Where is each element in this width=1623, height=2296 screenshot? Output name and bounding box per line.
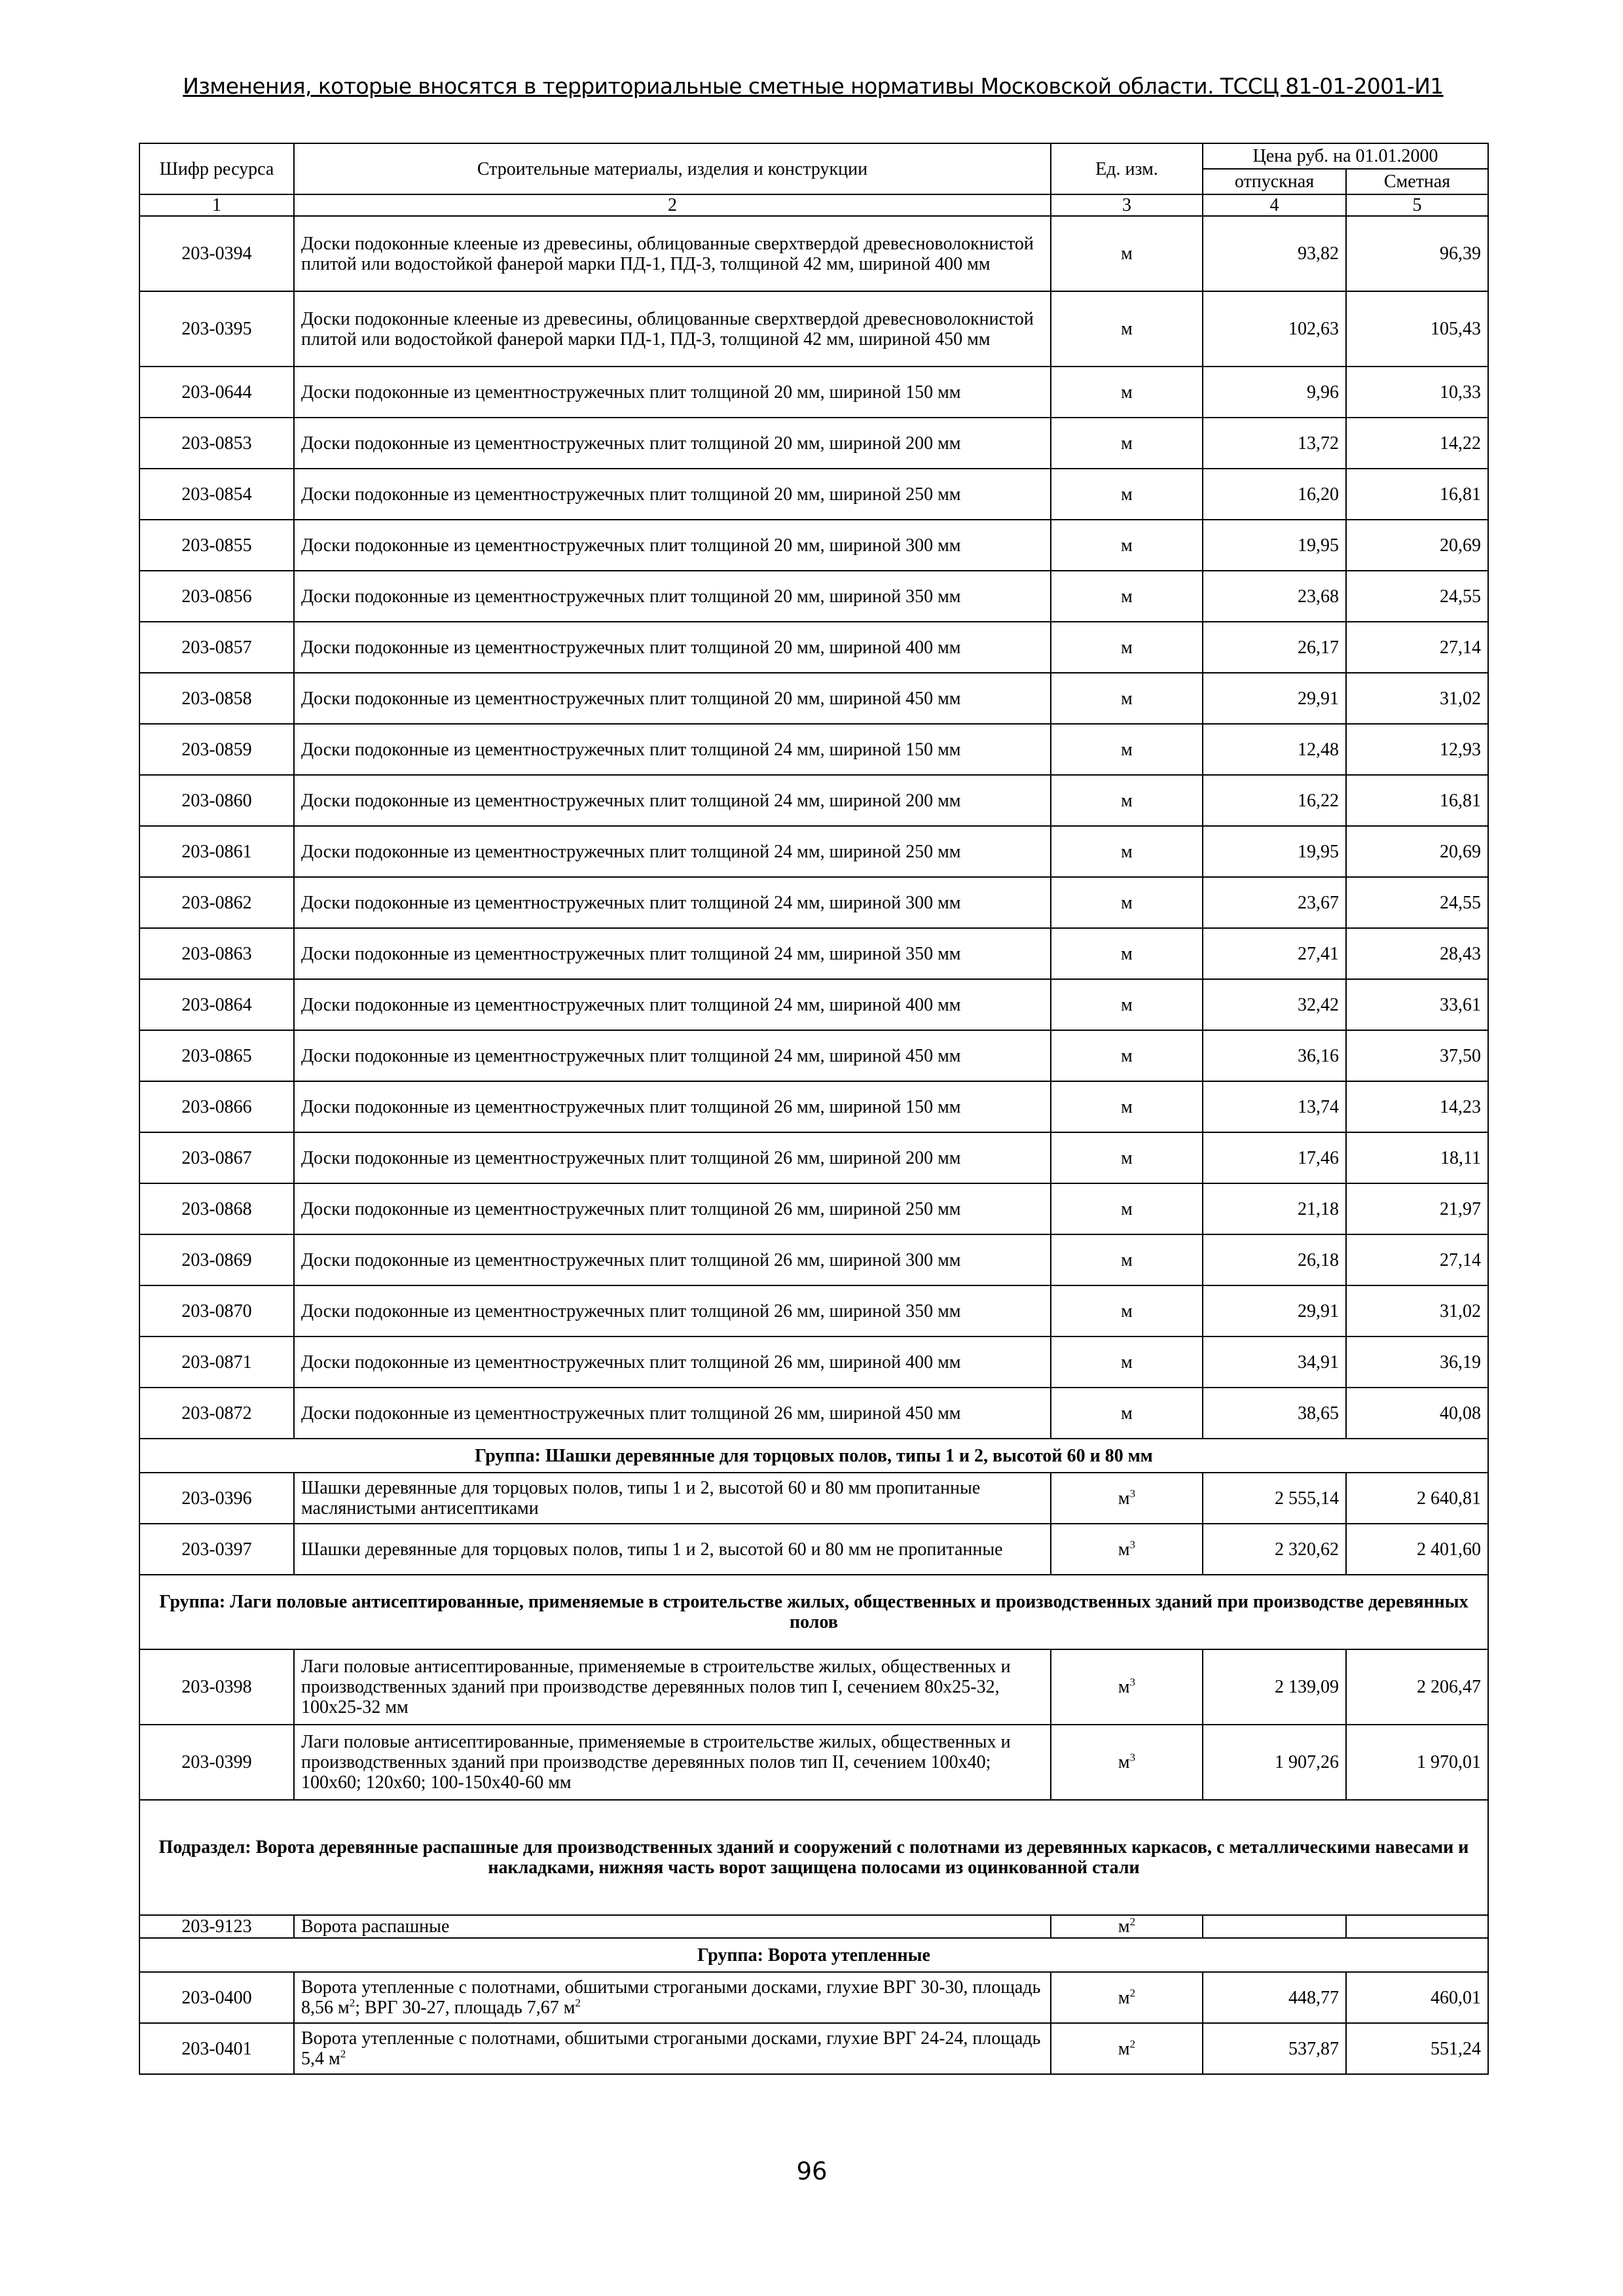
resource-name: Доски подоконные из цементностружечных плит толщиной 24 мм, шириной 200 мм	[294, 775, 1051, 826]
estimate-price: 2 401,60	[1346, 1524, 1488, 1575]
estimate-price: 14,22	[1346, 418, 1488, 469]
resource-code: 203-0866	[139, 1081, 294, 1132]
resource-code: 203-0401	[139, 2023, 294, 2074]
resource-name: Доски подоконные из цементностружечных плит толщиной 24 мм, шириной 150 мм	[294, 724, 1051, 775]
table-row	[139, 571, 1488, 622]
estimate-price: 96,39	[1346, 216, 1488, 291]
resource-name: Доски подоконные из цементностружечных плит толщиной 20 мм, шириной 150 мм	[294, 367, 1051, 418]
col-number: 5	[1346, 194, 1488, 216]
group-title-lagi: Группа: Лаги половые антисептированные, применяемые в строительстве жилых, общественных и производственных зданий при производстве деревянных полов	[139, 1575, 1488, 1649]
estimate-price: 460,01	[1346, 1972, 1488, 2023]
estimate-price: 33,61	[1346, 979, 1488, 1030]
resource-unit: м	[1051, 775, 1203, 826]
table-row	[139, 673, 1488, 724]
table-row	[139, 1285, 1488, 1336]
resource-unit: $м^2$	[1051, 1972, 1203, 2023]
resource-code: 203-0854	[139, 469, 294, 520]
estimate-price: 40,08	[1346, 1388, 1488, 1439]
resource-unit: м	[1051, 469, 1203, 520]
resource-unit: м	[1051, 673, 1203, 724]
release-price: 26,17	[1203, 622, 1346, 673]
estimate-price: 24,55	[1346, 877, 1488, 928]
col-header-unit: Ед. изм.	[1051, 143, 1203, 194]
estimate-price: 16,81	[1346, 469, 1488, 520]
resource-name: Доски подоконные из цементностружечных плит толщиной 24 мм, шириной 400 мм	[294, 979, 1051, 1030]
resource-name: Доски подоконные из цементностружечных плит толщиной 26 мм, шириной 200 мм	[294, 1132, 1051, 1183]
resource-name: Доски подоконные из цементностружечных плит толщиной 20 мм, шириной 300 мм	[294, 520, 1051, 571]
resource-unit: м	[1051, 1132, 1203, 1183]
table-row	[139, 877, 1488, 928]
resource-unit: м	[1051, 520, 1203, 571]
resource-name: Доски подоконные из цементностружечных плит толщиной 24 мм, шириной 250 мм	[294, 826, 1051, 877]
resource-name: Доски подоконные из цементностружечных плит толщиной 26 мм, шириной 400 мм	[294, 1336, 1051, 1388]
estimate-price: 1 970,01	[1346, 1725, 1488, 1800]
resource-name: Доски подоконные из цементностружечных плит толщиной 26 мм, шириной 250 мм	[294, 1183, 1051, 1234]
table-row	[139, 1030, 1488, 1081]
resource-unit: м	[1051, 1388, 1203, 1439]
resource-code: 203-0871	[139, 1336, 294, 1388]
estimate-price: 31,02	[1346, 1285, 1488, 1336]
table-row	[139, 367, 1488, 418]
estimate-price	[1346, 1915, 1488, 1938]
resource-name: Доски подоконные клееные из древесины, облицованные сверхтвердой древесноволокнистой плитой или водостойкой фанерой марки ПД-1, ПД-3, толщиной 42 мм, шириной 450 мм	[294, 291, 1051, 367]
resource-code: 203-0867	[139, 1132, 294, 1183]
table-row	[139, 1132, 1488, 1183]
resource-code: 203-0863	[139, 928, 294, 979]
resource-code: 203-0394	[139, 216, 294, 291]
release-price: 26,18	[1203, 1234, 1346, 1285]
table-row	[139, 979, 1488, 1030]
release-price: 16,20	[1203, 469, 1346, 520]
table-row	[139, 520, 1488, 571]
release-price: 448,77	[1203, 1972, 1346, 2023]
resource-name: Доски подоконные из цементностружечных плит толщиной 20 мм, шириной 450 мм	[294, 673, 1051, 724]
table-row	[139, 622, 1488, 673]
release-price: 1 907,26	[1203, 1725, 1346, 1800]
resource-code: 203-0862	[139, 877, 294, 928]
estimate-price: 551,24	[1346, 2023, 1488, 2074]
release-price: 17,46	[1203, 1132, 1346, 1183]
table-row	[139, 1972, 1488, 2023]
estimate-price: 14,23	[1346, 1081, 1488, 1132]
table-header-row	[139, 143, 1488, 169]
resource-name: Доски подоконные из цементностружечных плит толщиной 26 мм, шириной 300 мм	[294, 1234, 1051, 1285]
col-number: 1	[139, 194, 294, 216]
resource-name: Доски подоконные из цементностружечных плит толщиной 20 мм, шириной 400 мм	[294, 622, 1051, 673]
resource-unit: м	[1051, 622, 1203, 673]
resource-code: 203-0644	[139, 367, 294, 418]
resource-code: 203-0864	[139, 979, 294, 1030]
release-price: 38,65	[1203, 1388, 1346, 1439]
release-price	[1203, 1915, 1346, 1938]
resource-name: Лаги половые антисептированные, применяемые в строительстве жилых, общественных и производственных зданий при производстве деревянных полов тип I, сечением 80х25-32, 100х25-32 мм	[294, 1649, 1051, 1725]
release-price: 19,95	[1203, 826, 1346, 877]
release-price: 34,91	[1203, 1336, 1346, 1388]
estimate-price: 20,69	[1346, 826, 1488, 877]
page-number: 96	[796, 2157, 828, 2185]
release-price: 23,68	[1203, 571, 1346, 622]
resource-unit: м	[1051, 979, 1203, 1030]
release-price: 13,72	[1203, 418, 1346, 469]
resource-name: Доски подоконные из цементностружечных плит толщиной 24 мм, шириной 300 мм	[294, 877, 1051, 928]
release-price: 2 555,14	[1203, 1473, 1346, 1524]
resource-code: 203-0859	[139, 724, 294, 775]
col-header-name: Строительные материалы, изделия и конструкции	[294, 143, 1051, 194]
resource-code: 203-0865	[139, 1030, 294, 1081]
estimate-price: 24,55	[1346, 571, 1488, 622]
release-price: 9,96	[1203, 367, 1346, 418]
resource-unit: $м^3$	[1051, 1524, 1203, 1575]
resource-name: Доски подоконные из цементностружечных плит толщиной 24 мм, шириной 450 мм	[294, 1030, 1051, 1081]
resource-code: 203-0855	[139, 520, 294, 571]
resource-unit: м	[1051, 928, 1203, 979]
group-row	[139, 1439, 1488, 1473]
resource-name: Доски подоконные из цементностружечных плит толщиной 24 мм, шириной 350 мм	[294, 928, 1051, 979]
subsection-row	[139, 1800, 1488, 1915]
resource-name: Доски подоконные из цементностружечных плит толщиной 26 мм, шириной 450 мм	[294, 1388, 1051, 1439]
page-header: Изменения, которые вносятся в территориальные сметные нормативы Московской области. ТССЦ 81-01-2001-И1	[183, 73, 1444, 99]
resource-unit: м	[1051, 724, 1203, 775]
estimate-price: 18,11	[1346, 1132, 1488, 1183]
resource-code: 203-0395	[139, 291, 294, 367]
group-row	[139, 1575, 1488, 1649]
resource-code: 203-0870	[139, 1285, 294, 1336]
estimate-price: 21,97	[1346, 1183, 1488, 1234]
release-price: 93,82	[1203, 216, 1346, 291]
resource-unit: м	[1051, 1234, 1203, 1285]
table-row	[139, 1388, 1488, 1439]
resource-name: Доски подоконные клееные из древесины, облицованные сверхтвердой древесноволокнистой плитой или водостойкой фанерой марки ПД-1, ПД-3, толщиной 42 мм, шириной 400 мм	[294, 216, 1051, 291]
resource-name: Доски подоконные из цементностружечных плит толщиной 20 мм, шириной 350 мм	[294, 571, 1051, 622]
col-header-price: Цена руб. на 01.01.2000	[1203, 143, 1488, 169]
estimate-price: 2 640,81	[1346, 1473, 1488, 1524]
resource-unit: м	[1051, 1183, 1203, 1234]
resource-code: 203-0398	[139, 1649, 294, 1725]
release-price: 23,67	[1203, 877, 1346, 928]
release-price: 537,87	[1203, 2023, 1346, 2074]
group-title-shashki: Группа: Шашки деревянные для торцовых полов, типы 1 и 2, высотой 60 и 80 мм	[139, 1439, 1488, 1473]
resource-name: Ворота утепленные с полотнами, обшитыми строгаными досками, глухие ВРГ 30-30, площадь 8,56 $м^2$; ВРГ 30-27, площадь 7,67 $м^2$	[294, 1972, 1051, 2023]
estimate-price: 27,14	[1346, 1234, 1488, 1285]
release-price: 12,48	[1203, 724, 1346, 775]
resource-unit: м	[1051, 418, 1203, 469]
resource-unit: $м^2$	[1051, 2023, 1203, 2074]
release-price: 13,74	[1203, 1081, 1346, 1132]
resource-code: 203-0856	[139, 571, 294, 622]
resource-name: Шашки деревянные для торцовых полов, типы 1 и 2, высотой 60 и 80 мм пропитанные маслянистыми антисептиками	[294, 1473, 1051, 1524]
resource-unit: м	[1051, 1030, 1203, 1081]
resource-code: 203-0868	[139, 1183, 294, 1234]
price-table	[139, 143, 1489, 2075]
resource-code: 203-0396	[139, 1473, 294, 1524]
resource-code: 203-0397	[139, 1524, 294, 1575]
col-number: 3	[1051, 194, 1203, 216]
table-row	[139, 291, 1488, 367]
resource-code: 203-0858	[139, 673, 294, 724]
resource-name: Ворота утепленные с полотнами, обшитыми строгаными досками, глухие ВРГ 24-24, площадь 5,4 $м^2$	[294, 2023, 1051, 2074]
resource-name: Ворота распашные	[294, 1915, 1051, 1938]
table-row	[139, 1649, 1488, 1725]
subsection-title: Подраздел: Ворота деревянные распашные для производственных зданий и сооружений с полотнами из деревянных каркасов, с металлическими навесами и накладками, нижняя часть ворот защищена полосами из оцинкованной стали	[139, 1800, 1488, 1915]
release-price: 19,95	[1203, 520, 1346, 571]
estimate-price: 10,33	[1346, 367, 1488, 418]
column-numbers-row	[139, 194, 1488, 216]
resource-unit: м	[1051, 1285, 1203, 1336]
estimate-price: 105,43	[1346, 291, 1488, 367]
estimate-price: 12,93	[1346, 724, 1488, 775]
col-header-release: отпускная	[1203, 169, 1346, 194]
col-header-code: Шифр ресурса	[139, 143, 294, 194]
release-price: 16,22	[1203, 775, 1346, 826]
table-row	[139, 1183, 1488, 1234]
table-row	[139, 1081, 1488, 1132]
resource-code: 203-0399	[139, 1725, 294, 1800]
resource-unit: $м^3$	[1051, 1725, 1203, 1800]
resource-code: 203-0861	[139, 826, 294, 877]
release-price: 102,63	[1203, 291, 1346, 367]
resource-code: 203-0853	[139, 418, 294, 469]
table-row	[139, 1234, 1488, 1285]
table-row	[139, 1915, 1488, 1938]
resource-code: 203-0860	[139, 775, 294, 826]
resource-unit: м	[1051, 291, 1203, 367]
resource-name: Доски подоконные из цементностружечных плит толщиной 20 мм, шириной 200 мм	[294, 418, 1051, 469]
resource-unit: м	[1051, 1336, 1203, 1388]
resource-code: 203-0857	[139, 622, 294, 673]
estimate-price: 16,81	[1346, 775, 1488, 826]
resource-unit: м	[1051, 826, 1203, 877]
release-price: 21,18	[1203, 1183, 1346, 1234]
resource-name: Доски подоконные из цементностружечных плит толщиной 26 мм, шириной 150 мм	[294, 1081, 1051, 1132]
resource-unit: $м^2$	[1051, 1915, 1203, 1938]
table-row	[139, 216, 1488, 291]
release-price: 2 139,09	[1203, 1649, 1346, 1725]
estimate-price: 28,43	[1346, 928, 1488, 979]
group-row	[139, 1938, 1488, 1972]
table-row	[139, 1524, 1488, 1575]
estimate-price: 2 206,47	[1346, 1649, 1488, 1725]
resource-unit: м	[1051, 1081, 1203, 1132]
table-row	[139, 724, 1488, 775]
estimate-price: 31,02	[1346, 673, 1488, 724]
table-row	[139, 928, 1488, 979]
table-row	[139, 1473, 1488, 1524]
table-row	[139, 826, 1488, 877]
resource-unit: м	[1051, 216, 1203, 291]
release-price: 27,41	[1203, 928, 1346, 979]
estimate-price: 36,19	[1346, 1336, 1488, 1388]
release-price: 32,42	[1203, 979, 1346, 1030]
col-number: 4	[1203, 194, 1346, 216]
resource-unit: м	[1051, 571, 1203, 622]
resource-name: Доски подоконные из цементностружечных плит толщиной 20 мм, шириной 250 мм	[294, 469, 1051, 520]
table-row	[139, 1725, 1488, 1800]
resource-code: 203-0869	[139, 1234, 294, 1285]
release-price: 29,91	[1203, 1285, 1346, 1336]
resource-name: Шашки деревянные для торцовых полов, типы 1 и 2, высотой 60 и 80 мм не пропитанные	[294, 1524, 1051, 1575]
resource-unit: $м^3$	[1051, 1473, 1203, 1524]
resource-unit: м	[1051, 877, 1203, 928]
table-row	[139, 2023, 1488, 2074]
table-row	[139, 418, 1488, 469]
resource-code: 203-0872	[139, 1388, 294, 1439]
group-title-uteplennye: Группа: Ворота утепленные	[139, 1938, 1488, 1972]
estimate-price: 27,14	[1346, 622, 1488, 673]
resource-code: 203-9123	[139, 1915, 294, 1938]
release-price: 29,91	[1203, 673, 1346, 724]
resource-name: Лаги половые антисептированные, применяемые в строительстве жилых, общественных и производственных зданий при производстве деревянных полов тип II, сечением 100х40; 100х60; 120х60; 100-150х40-60 мм	[294, 1725, 1051, 1800]
resource-name: Доски подоконные из цементностружечных плит толщиной 26 мм, шириной 350 мм	[294, 1285, 1051, 1336]
table-row	[139, 469, 1488, 520]
table-row	[139, 775, 1488, 826]
col-number: 2	[294, 194, 1051, 216]
resource-unit: $м^3$	[1051, 1649, 1203, 1725]
release-price: 2 320,62	[1203, 1524, 1346, 1575]
release-price: 36,16	[1203, 1030, 1346, 1081]
estimate-price: 20,69	[1346, 520, 1488, 571]
resource-unit: м	[1051, 367, 1203, 418]
resource-code: 203-0400	[139, 1972, 294, 2023]
estimate-price: 37,50	[1346, 1030, 1488, 1081]
col-header-estimate: Сметная	[1346, 169, 1488, 194]
table-row	[139, 1336, 1488, 1388]
